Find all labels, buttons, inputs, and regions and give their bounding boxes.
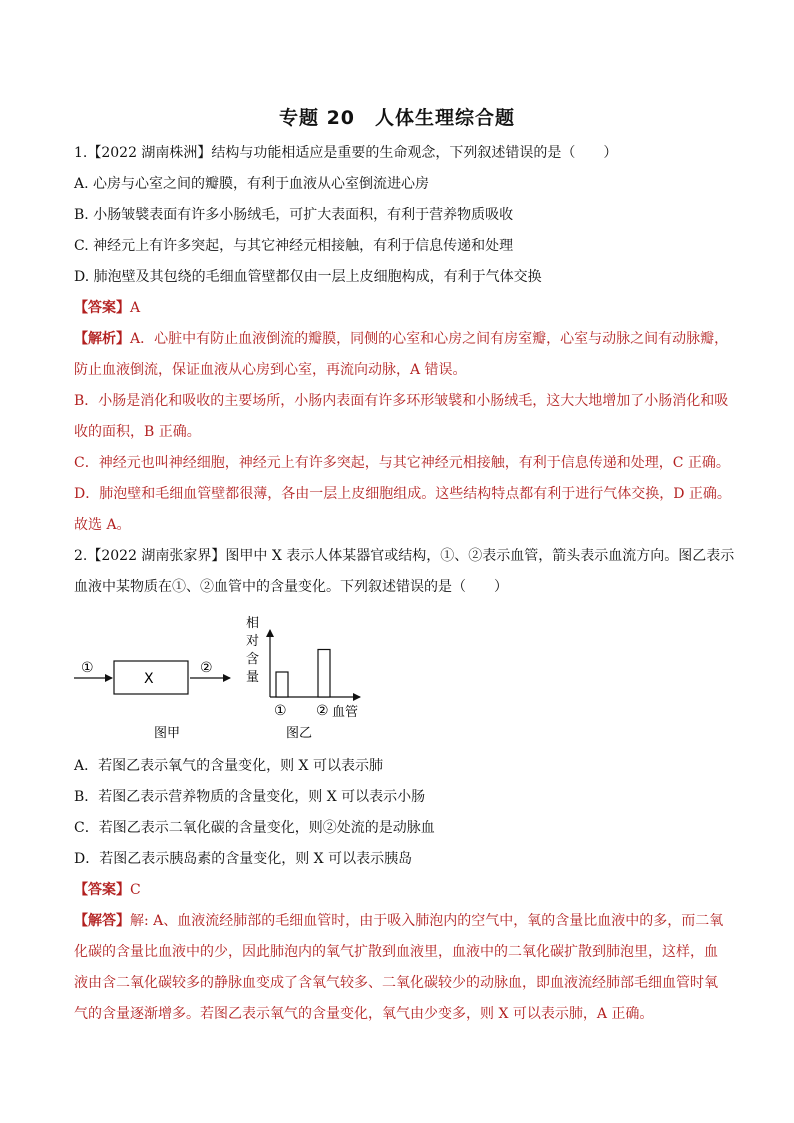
- q2-option-b: B．若图乙表示营养物质的含量变化，则 X 可以表示小肠: [74, 789, 426, 805]
- x-tick-label-2: ②: [316, 703, 329, 719]
- q2-answer: [74, 880, 734, 900]
- outflow-vessel-label: ②: [200, 660, 213, 676]
- y-label-char-2: 对: [246, 634, 260, 649]
- q1-analysis-line-2: 防止血液倒流，保证血液从心房到心室，再流向动脉，A 错误。: [74, 362, 467, 378]
- q2-analysis-text-1: 解: A、血液流经肺部的毛细血管时，由于吸入肺泡内的空气中，氧的含量比血液中的多，而二氧: [130, 913, 724, 929]
- y-label-char-3: 含: [246, 652, 260, 667]
- x-axis-label: 血管: [332, 705, 359, 720]
- figure-yi: [246, 615, 360, 741]
- y-label-char-4: 量: [246, 670, 260, 685]
- q2-answer-label: 【答案】: [74, 882, 130, 898]
- q1-stem: 1.【2022 湖南株洲】结构与功能相适应是重要的生命观念，下列叙述错误的是（ ）: [74, 145, 618, 161]
- x-tick-label-1: ①: [274, 703, 287, 719]
- figure-jia-caption: 图甲: [154, 726, 181, 741]
- q1-analysis-line-4: 收的面积，B 正确。: [74, 424, 201, 440]
- q2-analysis-line-1: [74, 911, 734, 931]
- q1-analysis-line-7: 故选 A。: [74, 517, 131, 533]
- figure-yi-caption: 图乙: [286, 726, 313, 741]
- q2-option-a: A．若图乙表示氧气的含量变化，则 X 可以表示肺: [74, 758, 383, 774]
- q2-option-c: C．若图乙表示二氧化碳的含量变化，则②处流的是动脉血: [74, 820, 435, 836]
- inflow-vessel-label: ①: [81, 660, 94, 676]
- q2-analysis-label: 【解答】: [74, 913, 130, 929]
- q1-option-b: B. 小肠皱襞表面有许多小肠绒毛，可扩大表面积，有利于营养物质吸收: [74, 207, 514, 223]
- page-title: 专题 20 人体生理综合题: [278, 107, 516, 129]
- q1-analysis-text-1: A．心脏中有防止血液倒流的瓣膜，同侧的心室和心房之间有房室瓣，心室与动脉之间有动脉瓣，: [130, 331, 729, 347]
- q1-analysis-line-1: [74, 329, 734, 349]
- q2-analysis-line-4: 气的含量逐渐增多。若图乙表示氧气的含量变化，氧气由少变多，则 X 可以表示肺，A 正确。: [74, 1006, 654, 1022]
- q2-analysis-line-3: 液由含二氧化碳较多的静脉血变成了含氧气较多、二氧化碳较少的动脉血，即血液流经肺部毛细血管时氧: [74, 975, 718, 991]
- organ-x-label: X: [144, 671, 154, 687]
- q2-analysis-line-2: 化碳的含量比血液中的少，因此肺泡内的氧气扩散到血液里，血液中的二氧化碳扩散到肺泡里，这样，血: [74, 944, 718, 960]
- q1-analysis-line-3: B．小肠是消化和吸收的主要场所，小肠内表面有许多环形皱襞和小肠绒毛，这大大地增加了小肠消化和吸: [74, 393, 729, 409]
- q1-answer-value: A: [130, 300, 141, 316]
- q1-analysis-line-5: C．神经元也叫神经细胞，神经元上有许多突起，与其它神经元相接触，有利于信息传递和处理，C 正确。: [74, 455, 730, 471]
- q2-stem-line-1: 2.【2022 湖南张家界】图甲中 X 表示人体某器官或结构，①、②表示血管，箭头表示血流方向。图乙表示: [74, 548, 735, 564]
- bar-vessel-2: [318, 650, 330, 698]
- q1-option-a: A. 心房与心室之间的瓣膜，有利于血液从心室倒流进心房: [74, 176, 430, 192]
- q1-analysis-label: 【解析】: [74, 331, 130, 347]
- q1-option-c: C. 神经元上有许多突起，与其它神经元相接触，有利于信息传递和处理: [74, 238, 514, 254]
- q2-stem-line-2: 血液中某物质在①、②血管中的含量变化。下列叙述错误的是（ ）: [74, 579, 508, 595]
- q2-option-d: D．若图乙表示胰岛素的含量变化，则 X 可以表示胰岛: [74, 851, 413, 867]
- q2-figure-svg: [70, 610, 390, 750]
- y-label-char-1: 相: [246, 616, 260, 631]
- bar-vessel-1: [276, 672, 288, 697]
- q2-answer-value: C: [130, 882, 141, 898]
- figure-jia: [74, 660, 230, 741]
- q1-option-d: D. 肺泡壁及其包绕的毛细血管壁都仅由一层上皮细胞构成，有利于气体交换: [74, 269, 542, 285]
- q1-analysis-line-6: D．肺泡壁和毛细血管壁都很薄，各由一层上皮细胞组成。这些结构特点都有利于进行气体交换，D 正确。: [74, 486, 731, 502]
- q1-answer-label: 【答案】: [74, 300, 130, 316]
- q1-answer: [74, 298, 734, 318]
- q2-figure: [70, 610, 390, 750]
